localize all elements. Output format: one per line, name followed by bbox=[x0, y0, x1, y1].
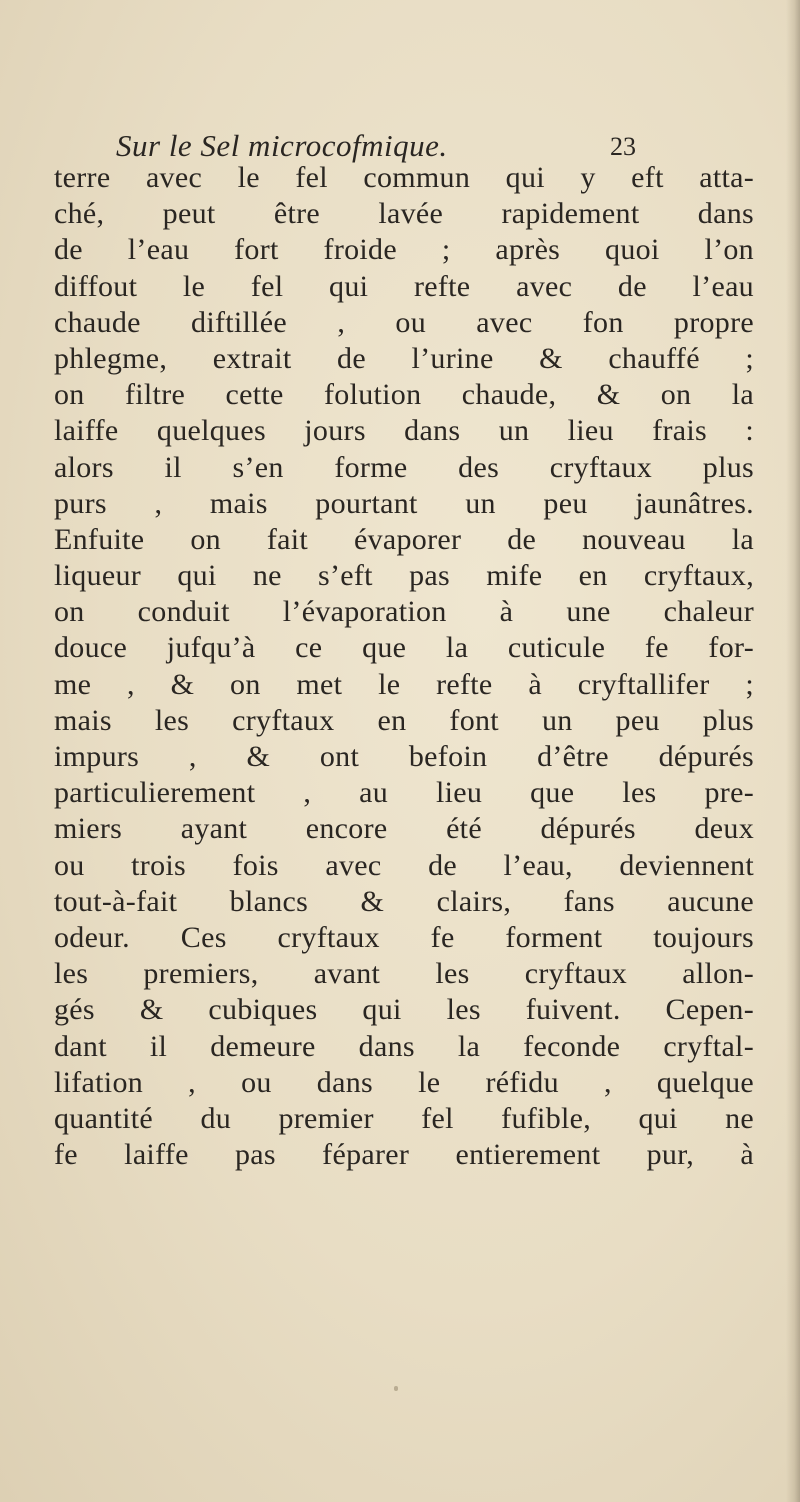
text-line: de l’eau fort froide ; après quoi l’on bbox=[54, 233, 754, 267]
text-line: diffout le fel qui refte avec de l’eau bbox=[54, 269, 754, 303]
text-line: me , & on met le refte à cryftallifer ; bbox=[54, 667, 754, 701]
text-line: mais les cryftaux en font un peu plus bbox=[54, 703, 754, 737]
text-line: on conduit l’évaporation à une chaleur bbox=[54, 595, 754, 629]
text-line: alors il s’en forme des cryftaux plus bbox=[54, 450, 754, 484]
text-line: laiffe quelques jours dans un lieu frais : bbox=[54, 414, 754, 448]
text-line: lifation , ou dans le réfidu , quelque bbox=[54, 1065, 754, 1099]
text-line: les premiers, avant les cryftaux allon- bbox=[54, 957, 754, 991]
text-line: purs , mais pourtant un peu jaunâtres. bbox=[54, 486, 754, 520]
text-line: terre avec le fel commun qui y eft atta- bbox=[54, 161, 754, 194]
text-line: phlegme, extrait de l’urine & chauffé ; bbox=[54, 341, 754, 375]
body-text bbox=[54, 160, 754, 1173]
text-line: Enfuite on fait évaporer de nouveau la bbox=[54, 522, 754, 556]
text-line: odeur. Ces cryftaux fe forment toujours bbox=[54, 920, 754, 954]
text-line: impurs , & ont befoin d’être dépurés bbox=[54, 740, 754, 773]
page-number: 23 bbox=[610, 132, 636, 161]
text-line: douce jufqu’à ce que la cuticule fe for- bbox=[54, 631, 754, 665]
text-line: chaude diftillée , ou avec fon propre bbox=[54, 305, 754, 339]
text-line: miers ayant encore été dépurés deux bbox=[54, 812, 754, 846]
text-line: on filtre cette folution chaude, & on la bbox=[54, 378, 754, 412]
paper-speck bbox=[394, 1386, 398, 1391]
text-line: gés & cubiques qui les fuivent. Cepen- bbox=[54, 993, 754, 1027]
text-line: liqueur qui ne s’eft pas mife en cryftaux, bbox=[54, 559, 754, 593]
text-line: dant il demeure dans la feconde cryftal- bbox=[54, 1029, 754, 1063]
text-line: ou trois fois avec de l’eau, deviennent bbox=[54, 848, 754, 882]
text-line: fe laiffe pas féparer entierement pur, à bbox=[54, 1138, 754, 1172]
text-line: tout-à-fait blancs & clairs, fans aucune bbox=[54, 884, 754, 918]
text-line: particulierement , au lieu que les pre- bbox=[54, 776, 754, 810]
page-edge-shadow bbox=[786, 0, 800, 1502]
text-line: ché, peut être lavée rapidement dans bbox=[54, 197, 754, 231]
text-line: quantité du premier fel fufible, qui ne bbox=[54, 1101, 754, 1135]
running-title: Sur le Sel microcofmique. bbox=[116, 128, 448, 163]
